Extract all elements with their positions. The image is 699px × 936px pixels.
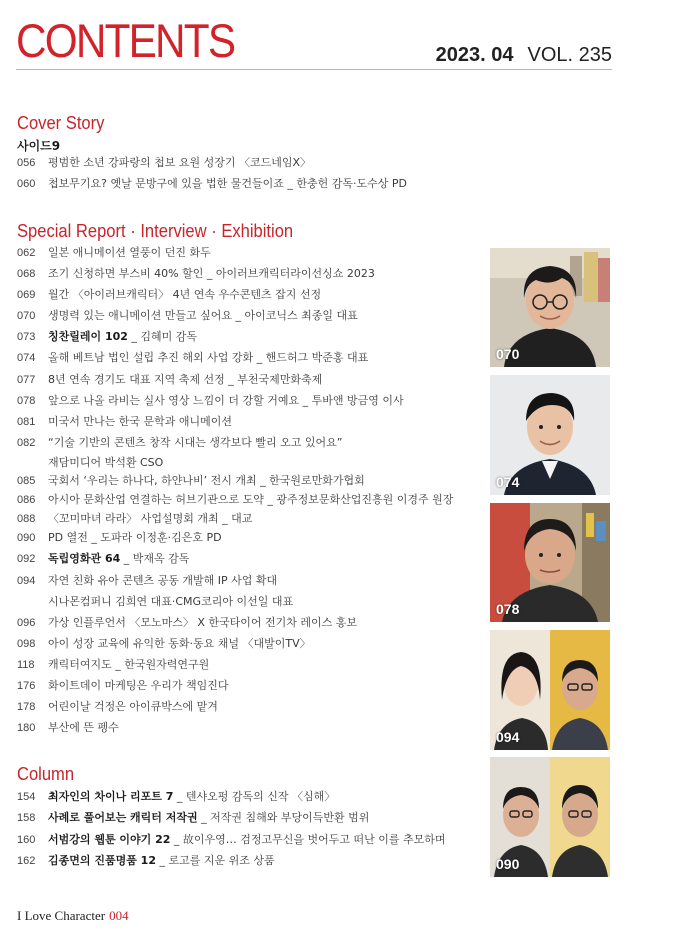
entry-text: 생명력 있는 애니메이션 만들고 싶어요 _ 아이코닉스 최종일 대표 [48,309,358,322]
entry-text: 〈꼬미마녀 라라〉 사업설명회 개최 _ 대교 [48,512,253,525]
toc-entry[interactable] [17,411,232,432]
entry-text: _ 박재옥 감독 [120,552,190,565]
entry-series-title: 김종면의 진품명품 12 [48,854,156,867]
page-number: 088 [17,513,36,525]
toc-entry[interactable] [17,173,407,194]
photo-page-number: 074 [496,474,520,490]
page-number: 096 [17,617,36,629]
section-title-column: Column [17,764,75,784]
toc-entry[interactable] [17,347,368,368]
toc-entry[interactable] [17,807,369,828]
toc-entry[interactable] [17,432,342,453]
toc-entry[interactable] [17,263,375,284]
page-number: 068 [17,268,36,280]
entry-text: 시나몬컴퍼니 김희연 대표·CMG코리아 이선일 대표 [48,595,294,608]
toc-entry[interactable] [17,675,229,696]
page-title: CONTENTS [16,14,235,67]
issue-info [436,44,612,67]
entry-series-title: 사례로 풀어보는 캐릭터 저작권 [48,811,198,824]
entry-text: 가상 인플루언서 〈모노마스〉 X 한국타이어 전기차 레이스 홍보 [48,616,358,629]
photo-page-number: 070 [496,346,520,362]
entry-text: 자연 친화 유아 콘텐츠 공동 개발해 IP 사업 확대 [48,574,278,587]
toc-entry[interactable] [17,717,119,738]
issue-date: 2023. 04 [435,44,514,66]
page-number: 062 [17,247,36,259]
entry-text: 미국서 만나는 한국 문학과 애니메이션 [48,415,233,428]
entry-text: 일본 애니메이션 열풍이 던진 화두 [48,246,211,259]
magazine-brand: I Love Character [17,908,106,923]
section-title-special-report: Special Report · Interview · Exhibition [17,221,294,241]
toc-entry[interactable] [17,326,197,347]
entry-text: 8년 연속 경기도 대표 지역 축제 선정 _ 부천국제만화축제 [48,373,323,386]
page-number: 085 [17,475,36,487]
entry-text: 평범한 소년 강파랑의 첩보 요원 성장기 〈코드네임X〉 [48,156,312,169]
page-number: 092 [17,553,36,565]
page-number: 077 [17,374,36,386]
entry-series-title: 칭찬릴레이 102 [48,330,128,343]
entry-series-title: 서범강의 웹툰 이야기 22 [48,833,171,846]
toc-entry[interactable] [17,470,365,491]
entry-text: 조기 신청하면 부스비 40% 할인 _ 아이러브캐릭터라이선싱쇼 2023 [48,267,375,280]
toc-entry[interactable] [17,390,404,411]
page-number: 073 [17,331,36,343]
entry-text: “기술 기반의 콘텐츠 창작 시대는 생각보다 빨리 오고 있어요” [48,436,343,449]
entry-text: 재담미디어 박석환 CSO [48,456,164,469]
toc-entry-continued[interactable] [48,591,293,612]
entry-text: _ 텐샤오펑 감독의 신작 〈심해〉 [173,790,336,803]
photo-page-number: 094 [496,729,520,745]
page-number: 158 [17,812,36,824]
toc-entry[interactable] [17,305,358,326]
masthead [16,14,612,72]
page-number: 056 [17,157,36,169]
page-number: 098 [17,638,36,650]
portrait-photo-094[interactable] [490,630,610,750]
entry-text: 캐릭터여지도 _ 한국원자력연구원 [48,658,210,671]
page-number: 060 [17,178,36,190]
portrait-photo-070[interactable] [490,248,610,367]
page-number: 180 [17,722,36,734]
page-number: 178 [17,701,36,713]
entry-text: 부산에 뜬 펭수 [48,721,119,734]
entry-text: 첩보무기요? 옛날 문방구에 있을 법한 물건들이죠 _ 한충헌 감독·도수상 PD [48,177,407,190]
portrait-photo-074[interactable] [490,375,610,495]
page-number: 154 [17,791,36,803]
page-number: 070 [17,310,36,322]
toc-entry[interactable] [17,633,311,654]
toc-entry[interactable] [17,527,222,548]
entry-text: 월간 〈아이러브캐릭터〉 4년 연속 우수콘텐츠 잡지 선정 [48,288,322,301]
portrait-photo-078[interactable] [490,503,610,622]
photo-page-number: 090 [496,856,520,872]
header-divider [16,69,612,70]
toc-entry[interactable] [17,489,453,510]
toc-entry[interactable] [17,850,275,871]
entry-text: 앞으로 나올 라비는 실사 영상 느낌이 더 강할 거예요 _ 투바앤 방금영 이사 [48,394,404,407]
footer-page-number: 004 [109,908,129,923]
entry-series-title: 독립영화관 64 [48,552,121,565]
page-number: 074 [17,352,36,364]
page-number: 118 [17,659,35,671]
page-number: 069 [17,289,36,301]
toc-entry[interactable] [17,548,189,569]
page-number: 162 [17,855,36,867]
toc-entry[interactable] [17,786,335,807]
page-number: 086 [17,494,36,506]
toc-entry[interactable] [17,612,357,633]
entry-text: 올해 베트남 법인 설립 추진 해외 사업 강화 _ 핸드허그 박준홍 대표 [48,351,369,364]
toc-entry[interactable] [17,654,209,675]
toc-entry[interactable] [17,242,211,263]
page-number: 078 [17,395,36,407]
toc-entry[interactable] [17,284,321,305]
toc-entry[interactable] [17,696,218,717]
entry-text: _ 로고를 지운 위조 상품 [155,854,275,867]
page-number: 176 [17,680,36,692]
cover-story-subhead: 사이드9 [17,139,61,153]
page-number: 090 [17,532,36,544]
portrait-photo-090[interactable] [490,757,610,877]
entry-series-title: 최자인의 차이나 리포트 7 [48,790,174,803]
entry-text: _ 故이우영… 검정고무신을 벗어두고 떠난 이를 추모하며 [170,833,446,846]
toc-entry[interactable] [17,829,446,850]
toc-entry[interactable] [17,570,277,591]
entry-text: _ 김혜미 감독 [127,330,198,343]
entry-text: 아시아 문화산업 연결하는 허브기관으로 도약 _ 광주정보문화산업진흥원 이경주 원장 [48,493,454,506]
entry-text: 아이 성장 교육에 유익한 동화·동요 채널 〈대발이TV〉 [48,637,311,650]
toc-entry[interactable] [17,369,322,390]
entry-text: 국회서 ‘우리는 하나다, 하얀나비’ 전시 개최 _ 한국원로만화가협회 [48,474,365,487]
page-number: 082 [17,437,36,449]
section-title-cover-story: Cover Story [17,113,105,133]
page-number: 081 [17,416,36,428]
entry-text: 화이트데이 마케팅은 우리가 책임진다 [48,679,229,692]
toc-entry[interactable] [17,508,252,529]
page-number: 160 [17,834,36,846]
page-footer [17,908,129,924]
page-number: 094 [17,575,36,587]
entry-text: 어린이날 걱정은 아이큐박스에 맡겨 [48,700,218,713]
entry-text: _ 저작권 침해와 부당이득반환 범위 [197,811,370,824]
photo-page-number: 078 [496,601,520,617]
entry-text: PD 열전 _ 도파라 이정훈·김은호 PD [48,531,222,544]
toc-entry[interactable] [17,152,311,173]
issue-volume: VOL. 235 [527,44,612,66]
